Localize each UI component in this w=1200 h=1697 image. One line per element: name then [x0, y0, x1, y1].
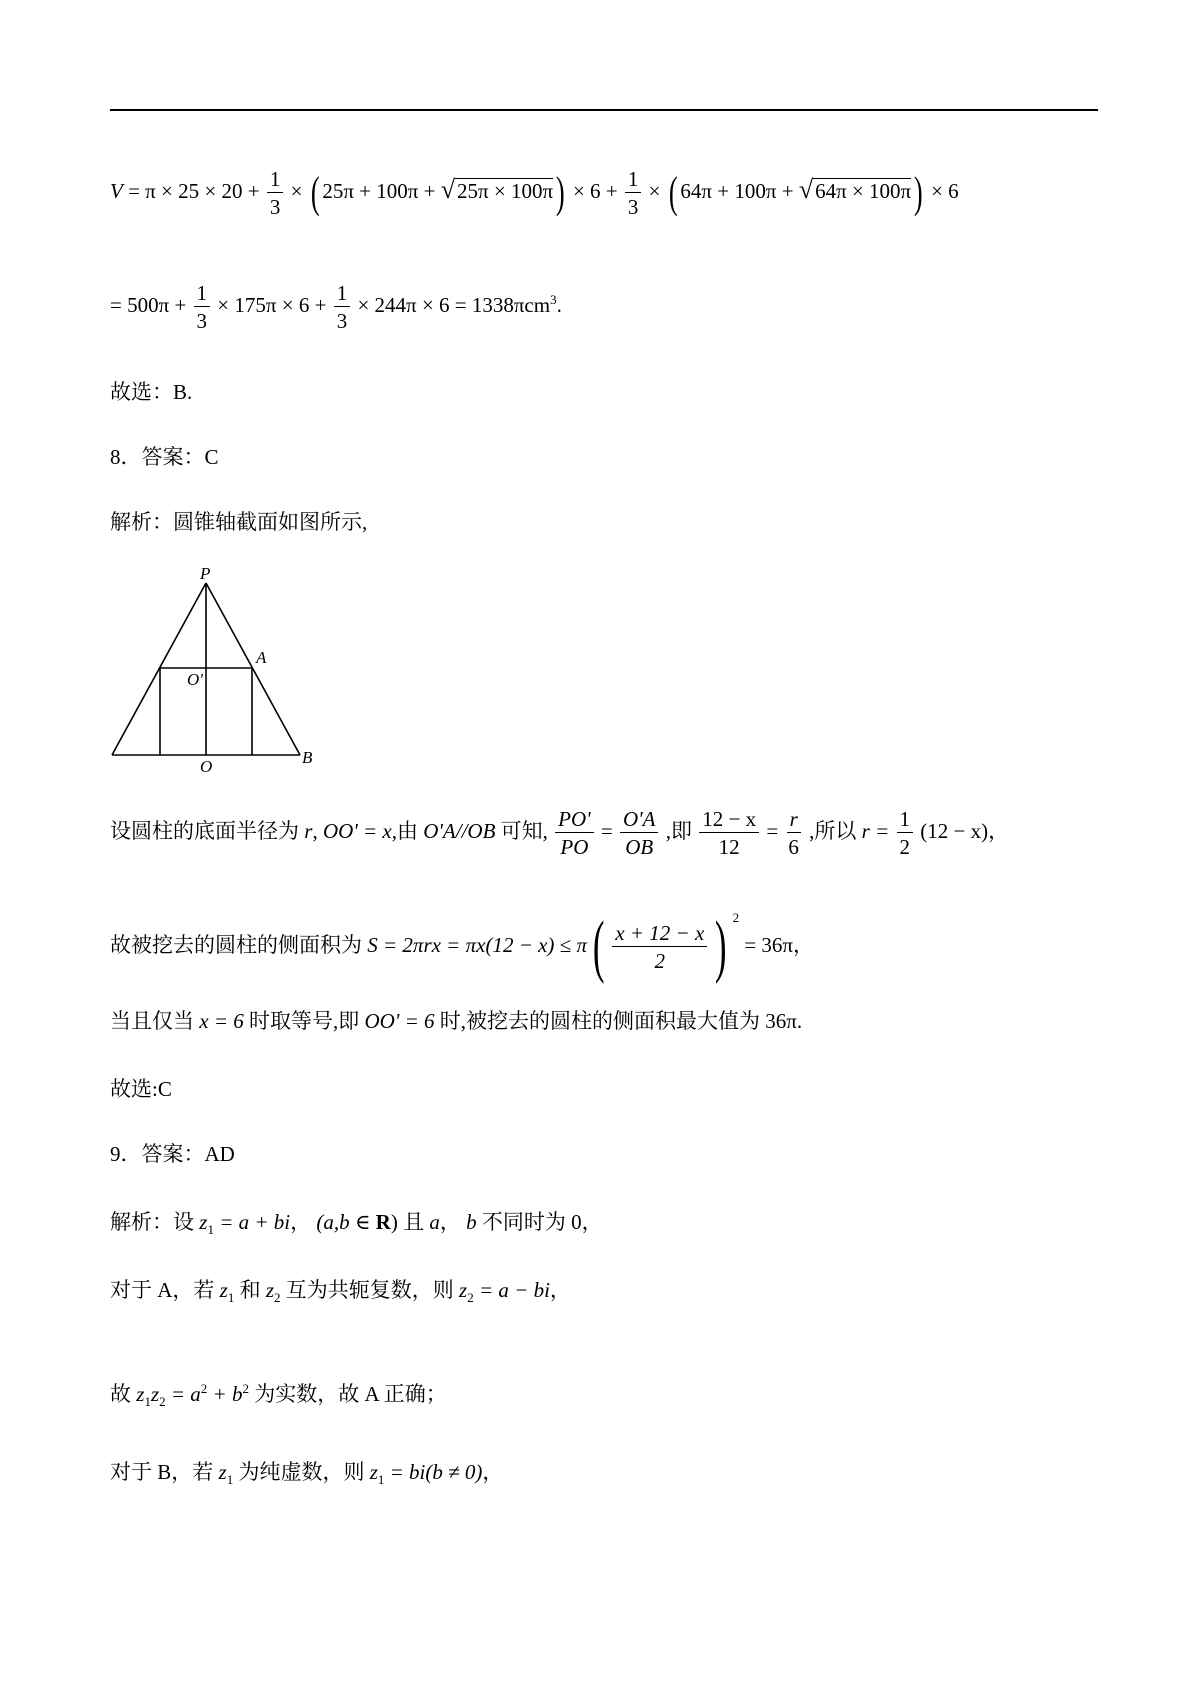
label-p: P [200, 565, 211, 583]
q9-answer: 9．答案：AD [110, 1142, 235, 1166]
expr: + b [212, 1382, 243, 1406]
label-a: A [256, 648, 267, 667]
expr: × [648, 178, 661, 203]
text: = [766, 818, 779, 843]
q9-line2 [110, 1280, 571, 1304]
choose-b: 故选：B. [110, 380, 193, 404]
var-z: z [136, 1382, 145, 1406]
var-b: b [466, 1210, 477, 1234]
var-v: V [110, 178, 123, 203]
expr: OO' = x [322, 818, 392, 843]
exponent: 2 [200, 1381, 208, 1396]
formula-volume-line1 [110, 168, 959, 218]
text: 对于 A，若 [110, 1278, 215, 1302]
text: 设圆柱的底面半径为 [110, 818, 299, 843]
fraction: $\frac{1}{2}$ [897, 808, 914, 858]
text: ， [482, 1460, 504, 1484]
text: ， [290, 1210, 312, 1234]
fraction: $\frac{1}{3}$ [194, 282, 211, 332]
text: ,即 [665, 818, 692, 843]
expr: = 500π + [110, 292, 187, 317]
text: 时取等号,即 [249, 1009, 360, 1033]
var-z: z [150, 1382, 160, 1406]
q8-answer: 8．答案：C [110, 445, 219, 469]
expr: OO' = 6 [364, 1009, 435, 1033]
sqrt: √64π × 100π [798, 174, 912, 204]
paren-left: ( [668, 168, 678, 218]
text: 不同时为 0， [481, 1210, 603, 1234]
paren-left: ( [310, 168, 320, 218]
exponent: 2 [732, 909, 740, 925]
var-a: a [429, 1210, 440, 1234]
expr: × 6 [931, 178, 959, 203]
fraction: $\frac{1}{3}$ [625, 168, 642, 218]
subscript: 2 [159, 1394, 166, 1410]
var-z: z [265, 1278, 275, 1302]
fraction: $\frac{r}{6}$ [788, 807, 799, 860]
label-b: B [302, 748, 313, 767]
text: ， [549, 1278, 571, 1302]
expr: S = 2πrx = πx(12 − x) ≤ π [367, 932, 587, 957]
q9-line3 [110, 1382, 447, 1408]
text: 互为共轭复数，则 [285, 1278, 454, 1302]
paren-right: ) [555, 168, 565, 218]
text: , [312, 818, 318, 843]
header-rule [110, 109, 1098, 111]
formula-volume-line2 [110, 282, 562, 332]
text: 为纯虚数，则 [238, 1460, 365, 1484]
q8-line2 [110, 908, 815, 985]
var-z: z [459, 1278, 468, 1302]
subscript: 1 [226, 1472, 234, 1488]
expr: 25π + 100π + [322, 178, 436, 203]
text: 对于 B，若 [110, 1460, 214, 1484]
expr: 64π + 100π + [680, 178, 794, 203]
text: = [600, 818, 613, 843]
q9-line1 [110, 1212, 603, 1236]
var-z: z [219, 1278, 228, 1302]
fraction: $\frac{O'A}{OB}$ [620, 808, 658, 858]
expr: = 36π [744, 932, 794, 957]
expr: = a − bi [478, 1278, 550, 1302]
text: 和 [239, 1278, 261, 1302]
q8-analysis: 解析：圆锥轴截面如图所示, [110, 510, 368, 534]
q8-line3 [110, 1011, 802, 1032]
text: ， [988, 818, 1010, 843]
expr: × 244π × 6 = 1338πcm [357, 292, 551, 317]
expr: = a + bi [219, 1210, 291, 1234]
text: 可知, [500, 818, 548, 843]
expr: x = 6 [199, 1009, 244, 1033]
expr: × [290, 178, 303, 203]
expr: r = [861, 818, 890, 843]
cone-cross-section-diagram [110, 565, 330, 775]
text: ， [793, 932, 815, 957]
q8-line1 [110, 808, 1009, 858]
label-o-prime: O' [187, 670, 203, 689]
expr: = bi(b ≠ 0) [389, 1460, 483, 1484]
expr: (12 − x) [920, 818, 989, 843]
subscript: 1 [377, 1472, 385, 1488]
fraction: $\frac{x + 12 - x}{2}$ [612, 922, 707, 972]
text: 解析：设 [110, 1210, 194, 1234]
text: ， [439, 1210, 461, 1234]
var-z: z [369, 1460, 378, 1484]
text: ,由 [391, 818, 419, 843]
text: 当且仅当 [110, 1009, 194, 1033]
expr: × 6 + [572, 178, 618, 203]
subscript: 1 [207, 1222, 214, 1238]
text: . [796, 1009, 803, 1033]
expr: × 175π × 6 + [217, 292, 327, 317]
text: 故被挖去的圆柱的侧面积为 [110, 932, 362, 957]
expr: . [556, 292, 562, 317]
subscript: 2 [467, 1290, 474, 1306]
sqrt: √25π × 100π [440, 174, 554, 204]
q9-line4 [110, 1462, 503, 1486]
expr: = a [170, 1382, 201, 1406]
expr: (a,b ∈ [316, 1210, 376, 1234]
expr: = π × 25 × 20 + [128, 178, 260, 203]
expr: ) [390, 1210, 398, 1234]
subscript: 1 [227, 1290, 235, 1306]
expr: O'A//OB [423, 818, 496, 843]
text: ,所以 [809, 818, 857, 843]
label-o: O [200, 757, 213, 775]
exponent: 2 [242, 1381, 249, 1396]
fraction: $\frac{12 - x}{12}$ [699, 808, 759, 858]
var-z: z [218, 1460, 227, 1484]
var-r: r [304, 818, 313, 843]
subscript: 2 [274, 1290, 281, 1306]
q8-choose: 故选:C [110, 1077, 172, 1101]
text: 故 [110, 1382, 131, 1406]
paren-left: ( [592, 908, 605, 985]
subscript: 1 [144, 1394, 151, 1410]
text: 且 [403, 1210, 425, 1234]
fraction: $\frac{1}{3}$ [267, 168, 284, 218]
exponent: 3 [550, 291, 557, 307]
text: 为实数，故 A 正确； [254, 1382, 447, 1406]
paren-right: ) [715, 908, 727, 985]
paren-right: ) [914, 168, 923, 218]
var-z: z [199, 1210, 208, 1234]
real-set: R [375, 1210, 391, 1234]
expr: 36π [765, 1009, 797, 1033]
text: 时,被挖去的圆柱的侧面积最大值为 [439, 1009, 760, 1033]
fraction: $\frac{1}{3}$ [334, 282, 351, 332]
fraction: $\frac{PO'}{PO}$ [555, 808, 593, 858]
